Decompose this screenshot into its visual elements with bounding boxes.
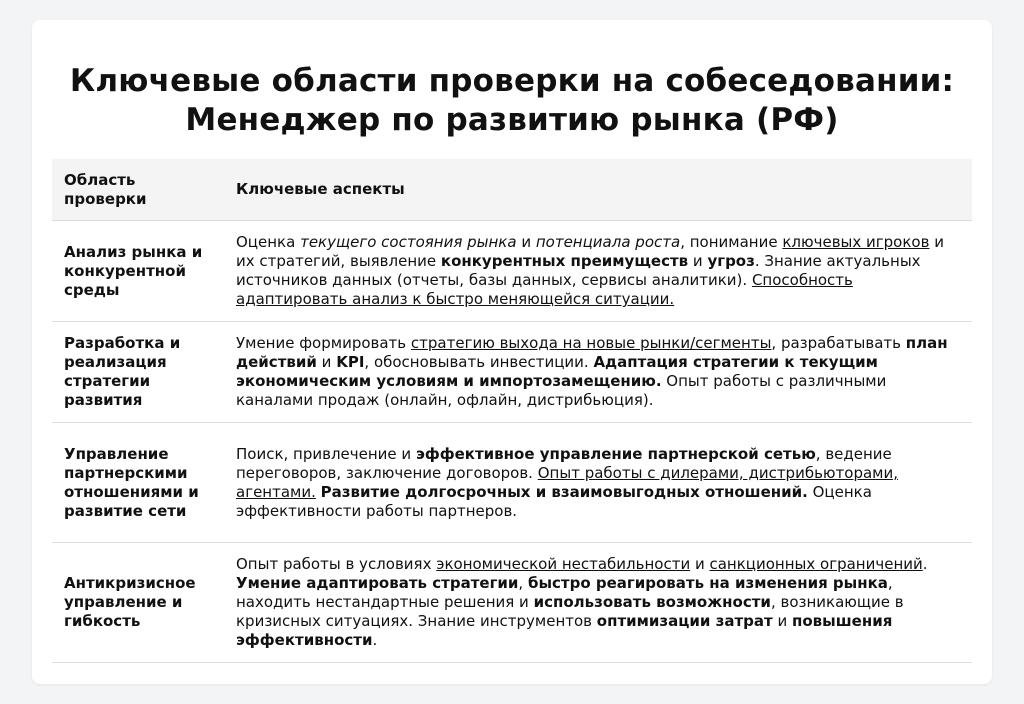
content-card: [32, 20, 992, 684]
title-line-2: Менеджер по развитию рынка (РФ): [185, 102, 839, 138]
row-area: Разработка и реализация стратегии развития: [64, 334, 181, 409]
row-area: Антикризисное управление и гибкость: [64, 574, 196, 630]
table-header: [52, 159, 972, 221]
header-aspects: Ключевые аспекты: [236, 180, 405, 198]
row-aspects: Умение формировать стратегию выхода на новые рынки/сегменты, разрабатывать план действий и KPI, обосновывать инвестиции. Адаптация стратегии к текущим экономическим условиям и импортозамещению. Опыт работы с различными каналами продаж (онлайн, офлайн, дистрибьюция).: [236, 334, 948, 409]
title-line-1: Ключевые области проверки на собеседовании:: [69, 63, 955, 99]
table-row: [52, 322, 972, 423]
row-aspects: Поиск, привлечение и эффективное управление партнерской сетью, ведение переговоров, заключение договоров. Опыт работы с дилерами, дистрибьюторами, агентами. Развитие долгосрочных и взаимовыгодных отношений. Оценка эффективности работы партнеров.: [236, 444, 899, 520]
row-aspects: Опыт работы в условиях экономической нестабильности и санкционных ограничений. Умение адаптировать стратегии, быстро реагировать на изменения рынка, находить нестандартные решения и использовать возможности, возникающие в кризисных ситуациях. Знание инструментов оптимизации затрат и повышения эффективности.: [236, 555, 928, 649]
row-area: Управление партнерскими отношениями и развитие сети: [64, 444, 199, 520]
row-area: Анализ рынка и конкурентной среды: [64, 242, 203, 299]
table-row: [52, 221, 972, 322]
criteria-table: [52, 159, 972, 663]
row-aspects: Оценка текущего состояния рынка и потенциала роста, понимание ключевых игроков и их стратегий, выявление конкурентных преимуществ и угроз. Знание актуальных источников данных (отчеты, базы данных, сервисы аналитики). Способность адаптировать анализ к быстро меняющейся ситуации.: [236, 233, 944, 308]
table-row: [52, 543, 972, 663]
page-title: [32, 62, 992, 140]
header-area: Область проверки: [64, 170, 147, 208]
table-row: [52, 423, 972, 543]
